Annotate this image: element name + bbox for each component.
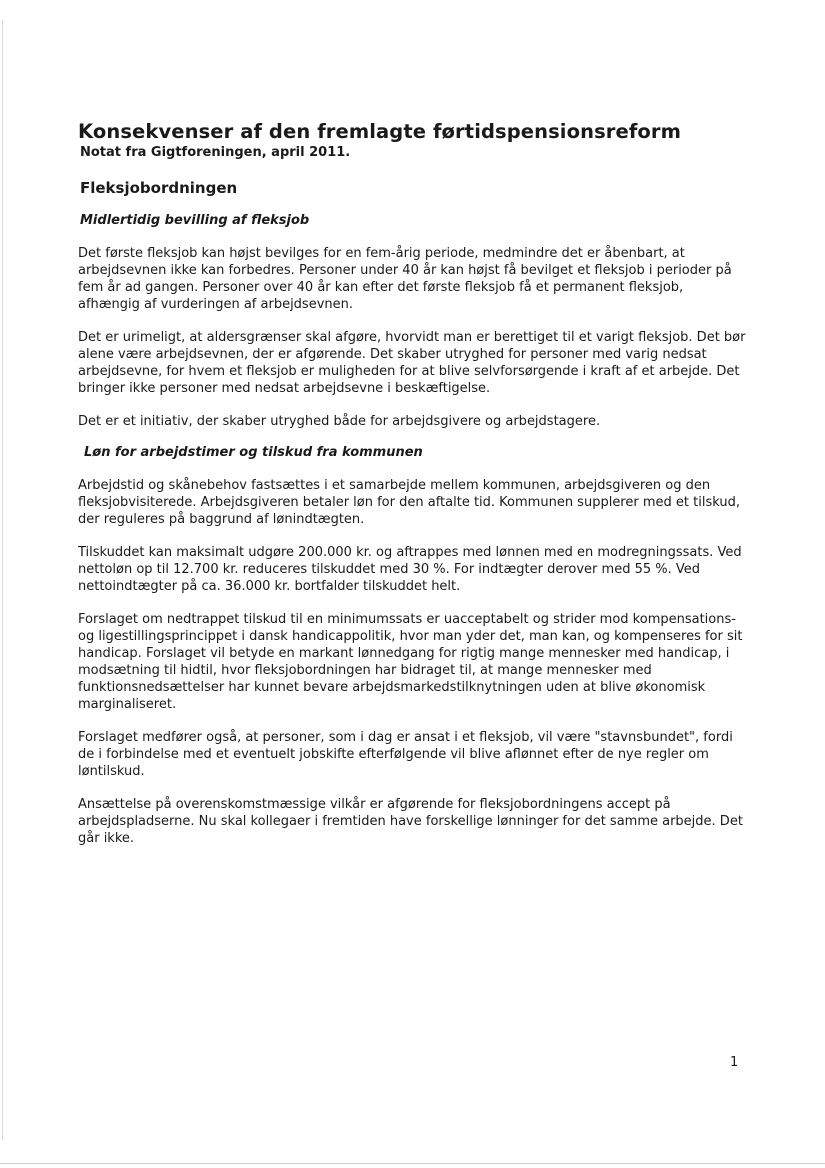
scan-edge-bottom [0,1163,825,1164]
subsection-heading-2: Løn for arbejdstimer og tilskud fra kommunen [84,445,423,460]
scan-edge-left [2,20,3,1140]
paragraph: Det er et initiativ, der skaber utryghed både for arbejdsgivere og arbejdstagere. [78,414,601,429]
document-body [78,120,748,847]
paragraph: Tilskuddet kan maksimalt udgøre 200.000 kr. og aftrappes med lønnen med en modregningssats. Ved nettoløn op til 12.700 kr. reduceres tilskuddet med 30 %. For indtægter derover med 55 %. Ved nettoindtægter på ca. 36.000 kr. bortfalder tilskuddet helt. [78,545,742,594]
subsection-heading-1: Midlertidig bevilling af fleksjob [80,213,310,228]
paragraph: Ansættelse på overenskomstmæssige vilkår er afgørende for fleksjobordningens accept på arbejdspladserne. Nu skal kollegaer i fremtiden have forskellige lønninger for det samme arbejde. Det går ikke. [78,797,743,846]
paragraph: Forslaget medfører også, at personer, som i dag er ansat i et fleksjob, vil være "stavnsbundet", fordi de i forbindelse med et eventuelt jobskifte efterfølgende vil blive aflønnet efter de nye regler om løntilskud. [78,730,733,779]
document-subtitle: Notat fra Gigtforeningen, april 2011. [80,145,351,160]
section-heading: Fleksjobordningen [80,179,238,197]
paragraph: Arbejdstid og skånebehov fastsættes i et samarbejde mellem kommunen, arbejdsgiveren og den fleksjobvisiterede. Arbejdsgiveren betaler løn for den aftalte tid. Kommunen supplerer med et tilskud, der reguleres på baggrund af lønindtægten. [78,478,740,527]
paragraph: Det er urimeligt, at aldersgrænser skal afgøre, hvorvidt man er berettiget til et varigt fleksjob. Det bør alene være arbejdsevnen, der er afgørende. Det skaber utryghed for personer med varig nedsat arbejdsevne, for hvem et fleksjob er muligheden for at blive selvforsørgende i kraft af et arbejde. Det bringer ikke personer med nedsat arbejdsevne i beskæftigelse. [78,330,746,396]
page-number: 1 [730,1055,739,1070]
document-title: Konsekvenser af den fremlagte førtidspensionsreform [78,120,682,143]
paragraph: Det første fleksjob kan højst bevilges for en fem-årig periode, medmindre det er åbenbart, at arbejdsevnen ikke kan forbedres. Personer under 40 år kan højst få bevilget et fleksjob i perioder på fem år ad gangen. Personer over 40 år kan efter det første fleksjob få et permanent fleksjob, afhængig af vurderingen af arbejdsevnen. [78,246,732,312]
paragraph: Forslaget om nedtrappet tilskud til en minimumssats er uacceptabelt og strider mod kompensations- og ligestillingsprincippet i dansk handicappolitik, hvor man yder det, man kan, og kompenseres for sit handicap. Forslaget vil betyde en markant lønnedgang for rigtig mange mennesker med handicap, i modsætning til hidtil, hvor fleksjobordningen har bidraget til, at mange mennesker med funktionsnedsættelser har kunnet bevare arbejdsmarkedstilknytningen uden at blive økonomisk marginaliseret. [78,612,743,712]
